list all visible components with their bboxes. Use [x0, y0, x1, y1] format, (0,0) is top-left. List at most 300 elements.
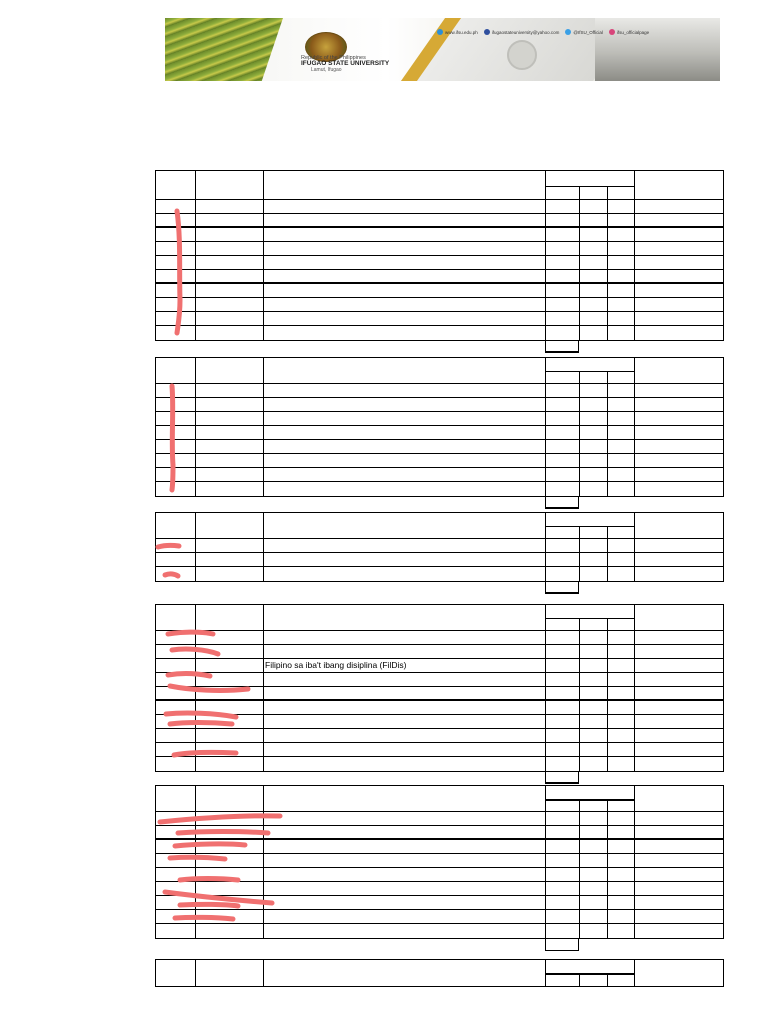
- column-divider: [634, 539, 635, 552]
- table-row: [156, 631, 723, 645]
- column-divider: [195, 567, 196, 581]
- table-row: [156, 242, 723, 256]
- column-divider: [607, 826, 608, 838]
- column-divider: [579, 868, 580, 881]
- column-divider: [263, 826, 264, 838]
- column-divider: [607, 228, 608, 241]
- column-divider: [545, 454, 546, 467]
- column-divider: [634, 645, 635, 658]
- table-row: [156, 200, 723, 214]
- total-units-box: [545, 341, 579, 353]
- column-divider: [195, 729, 196, 742]
- table-row: [156, 854, 723, 868]
- column-divider: [263, 631, 264, 644]
- university-name-block: [301, 55, 411, 73]
- university-name: IFUGAO STATE UNIVERSITY: [301, 60, 390, 67]
- column-divider: [579, 482, 580, 496]
- table-row: [156, 553, 723, 567]
- column-divider: [634, 228, 635, 241]
- column-divider: [195, 840, 196, 853]
- column-divider: [634, 910, 635, 923]
- units-subcolumn-divider: [579, 973, 580, 986]
- column-divider: [607, 412, 608, 425]
- column-divider: [545, 743, 546, 756]
- units-subcolumn-divider: [579, 618, 580, 630]
- table-row: [156, 743, 723, 757]
- units-subcolumn-divider: [607, 526, 608, 538]
- twitter-text: @IfSU_Official: [573, 29, 603, 35]
- units-subcolumn-divider: [579, 526, 580, 538]
- table-row: [156, 326, 723, 340]
- column-divider: [634, 553, 635, 566]
- column-divider: [545, 673, 546, 686]
- column-divider: [634, 412, 635, 425]
- grade-table: [155, 785, 724, 939]
- column-divider: [195, 426, 196, 439]
- column-divider: [579, 326, 580, 340]
- column-divider: [579, 701, 580, 714]
- column-divider: [263, 729, 264, 742]
- column-divider: [545, 729, 546, 742]
- university-header-banner: [165, 18, 720, 81]
- table-row: [156, 659, 723, 673]
- column-divider: [634, 454, 635, 467]
- table-row: [156, 896, 723, 910]
- column-divider: [195, 440, 196, 453]
- table-row: [156, 482, 723, 496]
- column-divider: [607, 743, 608, 756]
- column-divider: [607, 298, 608, 311]
- column-divider: [195, 482, 196, 496]
- column-divider: [545, 715, 546, 728]
- column-divider: [607, 270, 608, 282]
- column-divider: [634, 659, 635, 672]
- column-divider: [634, 284, 635, 297]
- column-divider: [263, 228, 264, 241]
- column-divider: [263, 715, 264, 728]
- column-divider: [634, 840, 635, 853]
- column-divider: [195, 270, 196, 282]
- column-divider: [263, 910, 264, 923]
- column-divider: [263, 200, 264, 213]
- units-subheader-line: [545, 526, 634, 527]
- table-row: [156, 412, 723, 426]
- table-row: [156, 840, 723, 854]
- column-divider: [195, 659, 196, 672]
- column-divider: [263, 786, 264, 811]
- column-divider: [195, 214, 196, 226]
- units-subcolumn-divider: [579, 186, 580, 199]
- column-divider: [545, 882, 546, 895]
- column-divider: [634, 214, 635, 226]
- column-divider: [634, 743, 635, 756]
- table-row: [156, 715, 723, 729]
- column-divider: [263, 605, 264, 630]
- units-subheader-line: [545, 618, 634, 619]
- column-divider: [263, 868, 264, 881]
- column-divider: [634, 729, 635, 742]
- column-divider: [545, 701, 546, 714]
- column-divider: [195, 513, 196, 538]
- column-divider: [634, 426, 635, 439]
- column-divider: [545, 228, 546, 241]
- column-divider: [579, 854, 580, 867]
- instagram-icon: [609, 29, 615, 35]
- units-subcolumn-divider: [579, 799, 580, 811]
- table-row: [156, 868, 723, 882]
- column-divider: [545, 910, 546, 923]
- column-divider: [579, 826, 580, 838]
- column-divider: [634, 673, 635, 686]
- table-row: [156, 298, 723, 312]
- column-divider: [579, 840, 580, 853]
- column-divider: [634, 482, 635, 496]
- website-contact: [437, 29, 478, 35]
- column-divider: [195, 757, 196, 771]
- column-divider: [634, 200, 635, 213]
- column-divider: [634, 786, 635, 811]
- column-divider: [607, 426, 608, 439]
- units-subcolumn-divider: [607, 186, 608, 199]
- table-row: [156, 910, 723, 924]
- column-divider: [195, 228, 196, 241]
- column-divider: [634, 757, 635, 771]
- column-divider: [579, 924, 580, 938]
- table-row: [156, 312, 723, 326]
- column-divider: [634, 868, 635, 881]
- column-divider: [545, 326, 546, 340]
- column-divider: [545, 854, 546, 867]
- column-divider: [195, 605, 196, 630]
- column-divider: [195, 312, 196, 325]
- column-divider: [634, 358, 635, 383]
- column-divider: [263, 312, 264, 325]
- column-divider: [579, 200, 580, 213]
- column-divider: [195, 398, 196, 411]
- column-divider: [579, 440, 580, 453]
- column-divider: [545, 426, 546, 439]
- column-divider: [634, 605, 635, 630]
- column-divider: [607, 398, 608, 411]
- column-divider: [263, 214, 264, 226]
- column-divider: [195, 743, 196, 756]
- table-row: [156, 284, 723, 298]
- column-divider: [607, 701, 608, 714]
- column-divider: [263, 426, 264, 439]
- column-divider: [195, 960, 196, 986]
- column-divider: [545, 539, 546, 552]
- units-subcolumn-divider: [607, 799, 608, 811]
- column-divider: [195, 896, 196, 909]
- column-divider: [545, 840, 546, 853]
- column-divider: [263, 743, 264, 756]
- column-divider: [579, 426, 580, 439]
- table-row: [156, 440, 723, 454]
- column-divider: [634, 440, 635, 453]
- table-row: [156, 426, 723, 440]
- column-divider: [263, 256, 264, 269]
- instagram-contact: [609, 29, 649, 35]
- column-divider: [195, 826, 196, 838]
- subject-title: Filipino sa iba't ibang disiplina (FilDis): [265, 660, 407, 670]
- table-header: [156, 786, 723, 812]
- grade-table: [155, 357, 724, 497]
- units-subheader-line: [545, 371, 634, 372]
- table-row: [156, 757, 723, 771]
- column-divider: [634, 896, 635, 909]
- column-divider: [263, 440, 264, 453]
- table-header: [156, 171, 723, 200]
- column-divider: [545, 659, 546, 672]
- column-divider: [263, 673, 264, 686]
- column-divider: [195, 358, 196, 383]
- column-divider: [263, 701, 264, 714]
- column-divider: [579, 468, 580, 481]
- column-divider: [195, 868, 196, 881]
- table-row: [156, 687, 723, 701]
- units-subcolumn-divider: [607, 371, 608, 383]
- column-divider: [545, 826, 546, 838]
- globe-icon: [437, 29, 443, 35]
- table-row: [156, 468, 723, 482]
- column-divider: [545, 868, 546, 881]
- grade-table: [155, 512, 724, 582]
- column-divider: [607, 312, 608, 325]
- column-divider: [545, 312, 546, 325]
- column-divider: [195, 631, 196, 644]
- column-divider: [634, 256, 635, 269]
- column-divider: [263, 553, 264, 566]
- table-row: [156, 645, 723, 659]
- table-row: [156, 673, 723, 687]
- column-divider: [607, 326, 608, 340]
- table-header: [156, 960, 723, 986]
- column-divider: [545, 398, 546, 411]
- column-divider: [579, 757, 580, 771]
- column-divider: [579, 715, 580, 728]
- column-divider: [579, 910, 580, 923]
- table-row: [156, 539, 723, 553]
- column-divider: [579, 631, 580, 644]
- column-divider: [263, 840, 264, 853]
- column-divider: [545, 412, 546, 425]
- grade-table: [155, 170, 724, 341]
- column-divider: [545, 924, 546, 938]
- column-divider: [263, 358, 264, 383]
- column-divider: [607, 854, 608, 867]
- table-row: [156, 701, 723, 715]
- column-divider: [607, 687, 608, 699]
- column-divider: [263, 384, 264, 397]
- column-divider: [545, 270, 546, 282]
- table-row: [156, 567, 723, 581]
- column-divider: [579, 270, 580, 282]
- column-divider: [634, 701, 635, 714]
- column-divider: [263, 454, 264, 467]
- column-divider: [195, 412, 196, 425]
- column-divider: [579, 298, 580, 311]
- total-units-box: [545, 582, 579, 594]
- column-divider: [195, 882, 196, 895]
- column-divider: [195, 171, 196, 199]
- column-divider: [607, 242, 608, 255]
- column-divider: [607, 384, 608, 397]
- column-divider: [634, 468, 635, 481]
- column-divider: [545, 200, 546, 213]
- column-divider: [195, 715, 196, 728]
- facebook-icon: [484, 29, 490, 35]
- column-divider: [607, 868, 608, 881]
- column-divider: [607, 539, 608, 552]
- column-divider: [263, 539, 264, 552]
- building-emblem: [507, 40, 537, 70]
- column-divider: [263, 757, 264, 771]
- table-header: [156, 513, 723, 539]
- column-divider: [263, 398, 264, 411]
- column-divider: [579, 312, 580, 325]
- column-divider: [263, 412, 264, 425]
- column-divider: [579, 214, 580, 226]
- total-units-box: [545, 497, 579, 509]
- table-row: [156, 270, 723, 284]
- grade-table: [155, 604, 724, 772]
- column-divider: [195, 910, 196, 923]
- column-divider: [579, 687, 580, 699]
- column-divider: [263, 812, 264, 825]
- column-divider: [607, 468, 608, 481]
- column-divider: [263, 567, 264, 581]
- column-divider: [195, 812, 196, 825]
- column-divider: [607, 482, 608, 496]
- table-row: [156, 454, 723, 468]
- column-divider: [263, 882, 264, 895]
- column-divider: [195, 553, 196, 566]
- column-divider: [579, 659, 580, 672]
- column-divider: [634, 882, 635, 895]
- column-divider: [195, 242, 196, 255]
- units-subcolumn-divider: [607, 973, 608, 986]
- column-divider: [634, 312, 635, 325]
- rice-terraces-image: [165, 18, 283, 81]
- column-divider: [579, 882, 580, 895]
- column-divider: [634, 326, 635, 340]
- table-row: [156, 729, 723, 743]
- column-divider: [579, 228, 580, 241]
- column-divider: [579, 539, 580, 552]
- column-divider: [634, 171, 635, 199]
- column-divider: [607, 440, 608, 453]
- column-divider: [263, 298, 264, 311]
- total-units-box: [545, 939, 579, 951]
- units-subheader-line: [545, 973, 634, 975]
- column-divider: [607, 659, 608, 672]
- contact-strip: [437, 27, 720, 37]
- table-row: [156, 882, 723, 896]
- column-divider: [634, 567, 635, 581]
- column-divider: [634, 298, 635, 311]
- column-divider: [607, 284, 608, 297]
- column-divider: [607, 454, 608, 467]
- units-subcolumn-divider: [607, 618, 608, 630]
- column-divider: [634, 242, 635, 255]
- column-divider: [545, 256, 546, 269]
- column-divider: [634, 384, 635, 397]
- email-text: ifugaostateuniversity@yahoo.com: [491, 29, 560, 35]
- column-divider: [195, 256, 196, 269]
- column-divider: [579, 284, 580, 297]
- table-row: [156, 228, 723, 242]
- column-divider: [545, 812, 546, 825]
- republic-text: Republic of the Philippines: [301, 55, 366, 61]
- twitter-contact: [565, 29, 603, 35]
- column-divider: [607, 882, 608, 895]
- table-header: [156, 358, 723, 384]
- column-divider: [545, 171, 546, 199]
- column-divider: [579, 812, 580, 825]
- column-divider: [545, 468, 546, 481]
- column-divider: [263, 513, 264, 538]
- column-divider: [545, 284, 546, 297]
- column-divider: [545, 214, 546, 226]
- column-divider: [545, 440, 546, 453]
- column-divider: [607, 214, 608, 226]
- column-divider: [545, 687, 546, 699]
- column-divider: [607, 553, 608, 566]
- table-row: [156, 924, 723, 938]
- column-divider: [263, 924, 264, 938]
- column-divider: [607, 896, 608, 909]
- grade-table: [155, 959, 724, 987]
- column-divider: [195, 854, 196, 867]
- column-divider: [195, 701, 196, 714]
- column-divider: [579, 398, 580, 411]
- university-location: Lamut, Ifugao: [311, 67, 342, 73]
- column-divider: [263, 171, 264, 199]
- column-divider: [263, 468, 264, 481]
- total-units-box: [545, 772, 579, 784]
- units-subheader-line: [545, 799, 634, 801]
- table-row: [156, 384, 723, 398]
- column-divider: [607, 645, 608, 658]
- units-subcolumn-divider: [579, 371, 580, 383]
- column-divider: [607, 673, 608, 686]
- instagram-text: ifsu_officialpage: [616, 29, 650, 35]
- column-divider: [263, 326, 264, 340]
- column-divider: [545, 645, 546, 658]
- column-divider: [579, 384, 580, 397]
- column-divider: [263, 896, 264, 909]
- email-contact: [484, 29, 560, 35]
- twitter-icon: [565, 29, 571, 35]
- column-divider: [607, 715, 608, 728]
- column-divider: [545, 482, 546, 496]
- column-divider: [579, 242, 580, 255]
- column-divider: [195, 284, 196, 297]
- column-divider: [579, 256, 580, 269]
- column-divider: [579, 412, 580, 425]
- column-divider: [195, 454, 196, 467]
- column-divider: [545, 553, 546, 566]
- column-divider: [607, 200, 608, 213]
- column-divider: [263, 284, 264, 297]
- column-divider: [607, 924, 608, 938]
- column-divider: [263, 242, 264, 255]
- units-subheader-line: [545, 186, 634, 187]
- column-divider: [579, 567, 580, 581]
- column-divider: [634, 924, 635, 938]
- column-divider: [634, 687, 635, 699]
- column-divider: [263, 854, 264, 867]
